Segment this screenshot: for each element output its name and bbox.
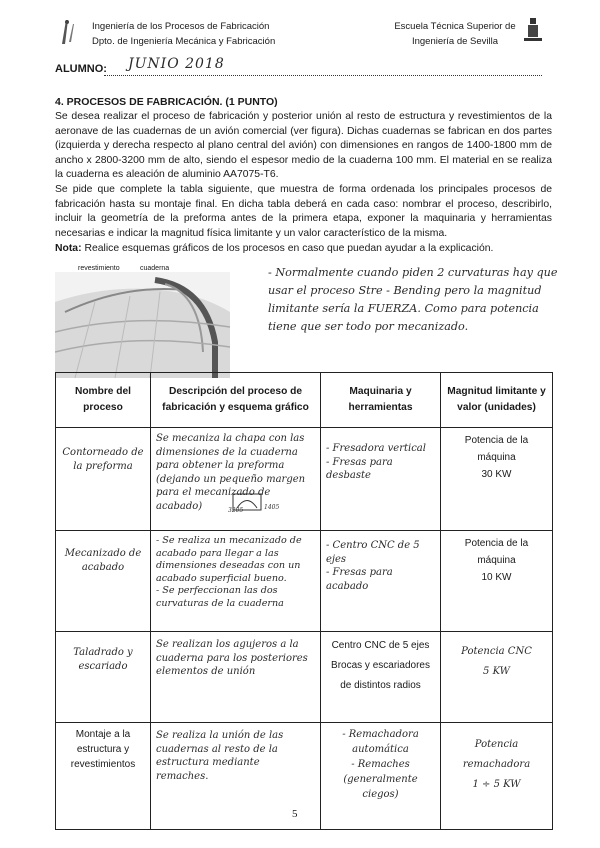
note-text: Realice esquemas gráficos de los procesos en caso que puedan ayudar a la explicación. (81, 243, 494, 254)
header-dept: Dpto. de Ingeniería Mecánica y Fabricación (92, 36, 276, 47)
process-description: - Se realiza un mecanizado de acabado para llegar a las dimensiones deseadas con un acabado superficial bueno. - Se perfeccionan las dos curvaturas de la cuaderna (151, 531, 321, 632)
table-header-row (56, 373, 553, 428)
sketch-dim-2: 1405 (264, 504, 280, 511)
header-magnitude: Magnitud limitante y valor (unidades) (441, 373, 553, 428)
alumno-label: ALUMNO: (55, 63, 107, 75)
header-school-line1: Escuela Técnica Superior de (394, 21, 516, 32)
process-name: Mecanizado de acabado (56, 531, 151, 632)
header-description: Descripción del proceso de fabricación y esquema gráfico (151, 373, 321, 428)
process-description (151, 428, 321, 531)
process-machinery: - Fresadora vertical - Fresas para desbaste (321, 428, 441, 531)
alumno-dotted-line (104, 75, 542, 76)
process-name: Taladrado y escariado (56, 632, 151, 723)
figure-label-revestimiento: revestimiento (78, 265, 120, 272)
question-paragraph-2: Se pide que complete la tabla siguiente, que muestra de forma ordenada los principales procesos de fabricación hasta su montaje final. En dicha tabla deberá en cada caso: nombrar el proceso, describirlo, incluir la geometría de la preforma antes de la primera etapa, exponer la maquinaria y herramientas necesarias e indicar la magnitud física limitante y un valor característico de la misma. (55, 184, 552, 239)
question-paragraph-1: Se desea realizar el proceso de fabricación y posterior unión al resto de estructura y revestimientos de la aeronave de las cuadernas de un avión comercial (ver figura). Dichas cuadernas se fabrican en dos partes (izquierda y derecha respecto al plano central del avión) con dimensiones en rangos de 1400-1800 mm de ancho x 2800-3200 mm de alto, siendo el espesor medio de la cuaderna 100 mm. El material en se realiza la cuaderna es aleación de aluminio AA7075-T6. (55, 111, 552, 181)
process-name: Contorneado de la preforma (56, 428, 151, 531)
header-name: Nombre del proceso (56, 373, 151, 428)
alumno-value: JUNIO 2018 (128, 56, 225, 72)
table-row (56, 531, 553, 632)
process-table (55, 372, 553, 830)
sketch-dim-1: 3205 (228, 507, 244, 513)
process-machinery: - Remachadora automática - Remaches (generalmente ciegos) (321, 723, 441, 830)
table-row (56, 723, 553, 830)
question-title: 4. PROCESOS DE FABRICACIÓN. (1 PUNTO) (55, 96, 278, 108)
header-school-line2: Ingeniería de Sevilla (411, 36, 499, 47)
note-label: Nota: (55, 243, 82, 254)
question-note (55, 243, 493, 254)
header-machinery: Maquinaria y herramientas (321, 373, 441, 428)
process-magnitude: Potencia de la máquina 10 KW (441, 531, 553, 632)
header-school (392, 19, 518, 49)
process-description: Se realizan los agujeros a la cuaderna para los posteriores elementos de unión (151, 632, 321, 723)
table-row (56, 428, 553, 531)
process-magnitude: Potencia de la máquina 30 KW (441, 428, 553, 531)
handwritten-note: - Normalmente cuando piden 2 curvaturas hay que usar el proceso Stre - Bending pero la magnitud limitante sería la FUERZA. Como para potencia tiene que ser todo por mecanizado. (268, 266, 558, 333)
description-text: Se mecaniza la chapa con las dimensiones de la cuaderna para obtener la preforma (dejando un pequeño margen para el mecanizado de acabado) (156, 433, 306, 512)
process-machinery: - Centro CNC de 5 ejes - Fresas para acabado (321, 531, 441, 632)
process-description: Se realiza la unión de las cuadernas al resto de la estructura mediante remaches. (151, 723, 321, 830)
table-row (56, 632, 553, 723)
fuselage-frame-figure (55, 272, 230, 378)
process-magnitude: Potencia CNC 5 KW (441, 632, 553, 723)
university-logo-icon (58, 16, 78, 46)
figure-label-cuaderna: cuaderna (140, 265, 170, 272)
school-logo-icon (522, 16, 544, 44)
header-course: Ingeniería de los Procesos de Fabricación (92, 21, 270, 32)
header-department (92, 19, 275, 49)
process-name: Montaje a la estructura y revestimientos (56, 723, 151, 830)
page-number: 5 (292, 808, 298, 820)
process-machinery: Centro CNC de 5 ejes Brocas y escariadores de distintos radios (321, 632, 441, 723)
process-magnitude: Potencia remachadora 1 ÷ 5 KW (441, 723, 553, 830)
